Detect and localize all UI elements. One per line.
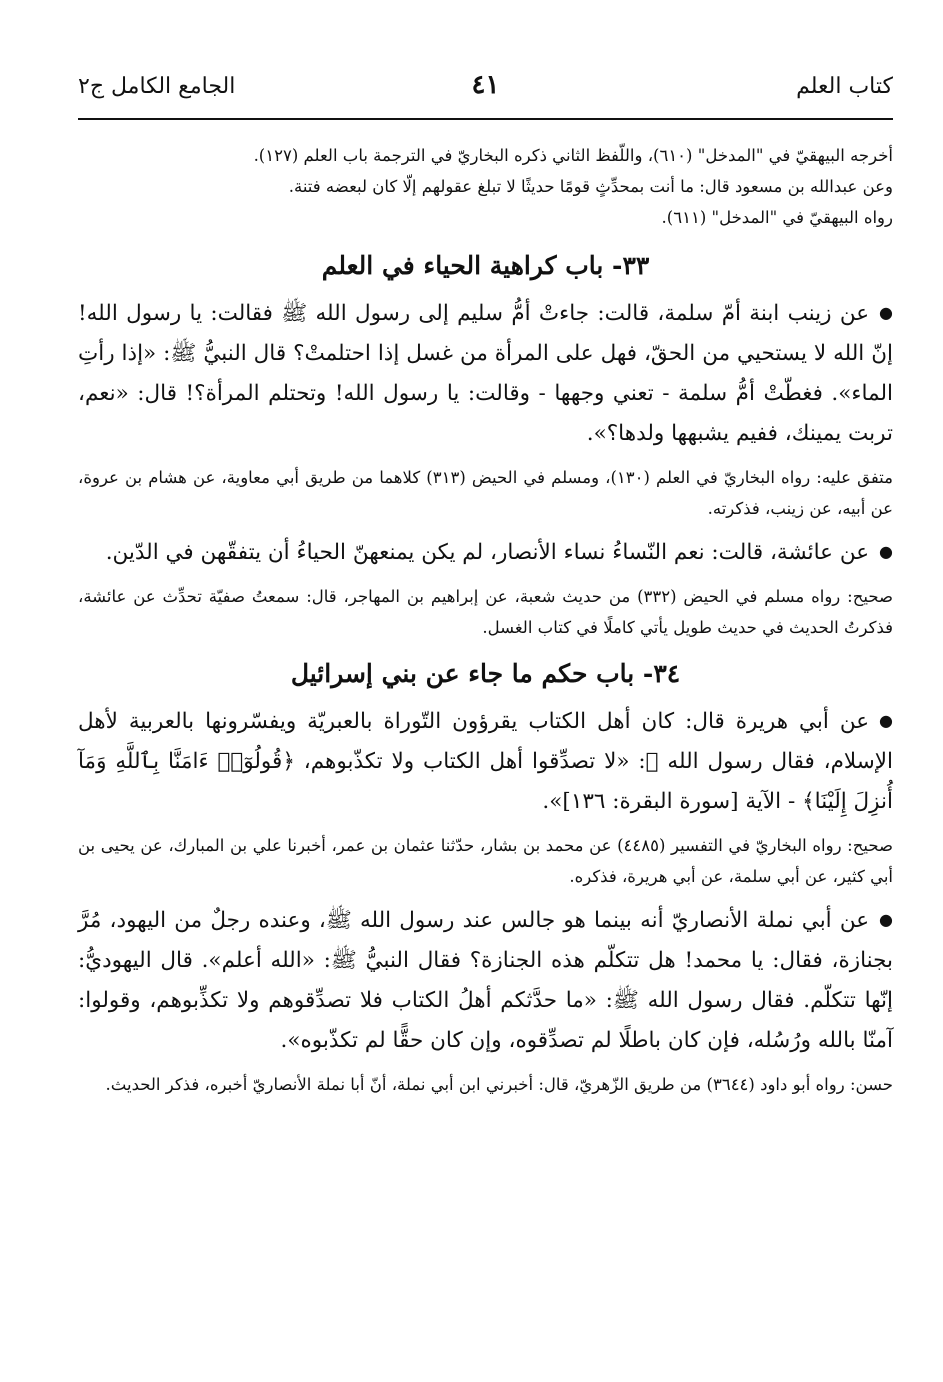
note-line: رواه البيهقيّ في "المدخل" (٦١١). bbox=[661, 208, 893, 227]
note-line: أخرجه البيهقيّ في "المدخل" (٦١٠)، واللّفظ الثاني ذكره البخاريّ في الترجمة باب العلم (١٢٧). bbox=[253, 146, 893, 165]
chapter-heading: ٣٣- باب كراهية الحياء في العلم bbox=[321, 251, 650, 280]
hadith-paragraph bbox=[78, 701, 893, 822]
page-number: ٤١ bbox=[471, 70, 500, 100]
hadith-paragraph bbox=[78, 293, 893, 454]
hadith-text: عن أبي نملة الأنصاريّ أنه بينما هو جالس عند رسول الله ﷺ، وعنده رجلٌ من اليهود، مُرَّ بجنازة، فقال: يا محمد! هل تتكلّم هذه الجنازة؟ فقال النبيُّ ﷺ: «الله أعلم». قال اليهوديُّ: إنّها تتكلّم. فقال رسول الله ﷺ: «ما حدَّثكم أهلُ الكتاب فلا تصدِّقوهم ولا تكذِّبوهم، وقولوا: آمنّا بالله ورُسُله، فإن كان باطلًا لم تصدِّقوه، وإن كان حقًّا لم تكذّبوه». bbox=[78, 908, 893, 1053]
book-title: كتاب العلم bbox=[796, 74, 893, 99]
takhrij-note: صحيح: رواه البخاريّ في التفسير (٤٤٨٥) عن محمد بن بشار، حدّثنا عثمان بن عمر، أخبرنا علي بن المبارك، عن يحيى بن أبي كثير، عن أبي سلمة، عن أبي هريرة، فذكره. bbox=[78, 836, 893, 886]
hadith-text: عن عائشة، قالت: نعم النّساءُ نساء الأنصار، لم يكن يمنعهنّ الحياءُ أن يتفقّهن في الدّين. bbox=[105, 540, 870, 565]
hadith-paragraph bbox=[78, 900, 893, 1061]
hadith-paragraph bbox=[78, 532, 893, 573]
running-header bbox=[78, 60, 893, 110]
bullet-icon: ● bbox=[879, 303, 893, 322]
bullet-icon: ● bbox=[879, 542, 893, 561]
book-page bbox=[78, 60, 893, 1100]
volume-title: الجامع الكامل ج٢ bbox=[78, 74, 236, 99]
takhrij-note: متفق عليه: رواه البخاريّ في العلم (١٣٠)، ومسلم في الحيض (٣١٣) كلاهما من طريق أبي معاوية، عن هشام بن عروة، عن أبيه، عن زينب، فذكرته. bbox=[78, 468, 894, 518]
chapter-heading: ٣٤- باب حكم ما جاء عن بني إسرائيل bbox=[290, 659, 681, 688]
bullet-icon: ● bbox=[879, 711, 893, 730]
hadith-text: عن زينب ابنة أمّ سلمة، قالت: جاءتْ أمُّ سليم إلى رسول الله ﷺ فقالت: يا رسول الله! إنّ الله لا يستحيي من الحقّ، فهل على المرأة من غسل إذا احتلمتْ؟ قال النبيُّ ﷺ: «إذا رأتِ الماء». فغطّتْ أمُّ سلمة - تعني وجهها - وقالت: يا رسول الله! وتحتلم المرأة؟! قال: «نعم، تربت يمينك، ففيم يشبهها ولدها؟». bbox=[78, 301, 893, 446]
top-notes bbox=[78, 120, 893, 233]
takhrij-note: حسن: رواه أبو داود (٣٦٤٤) من طريق الزّهريّ، قال: أخبرني ابن أبي نملة، أنّ أبا نملة الأنصاريّ أخبره، فذكر الحديث. bbox=[105, 1075, 893, 1094]
bullet-icon: ● bbox=[879, 910, 893, 929]
note-line: وعن عبدالله بن مسعود قال: ما أنت بمحدِّثٍ قومًا حديثًا لا تبلغ عقولهم إلّا كان لبعضه فتنة. bbox=[288, 177, 893, 196]
hadith-text: عن أبي هريرة قال: كان أهل الكتاب يقرؤون التّوراة بالعبريّة ويفسّرونها بالعربية لأهل الإسلام، فقال رسول الله ﷺ: «لا تصدِّقوا أهل الكتاب ولا تكذّبوهم، ﴿قُولُوٓا۟ ءَامَنَّا بِٱللَّهِ وَمَآ أُنزِلَ إِلَيْنَا﴾ - الآية [سورة البقرة: ١٣٦]». bbox=[78, 709, 893, 814]
takhrij-note: صحيح: رواه مسلم في الحيض (٣٣٢) من حديث شعبة، عن إبراهيم بن المهاجر، قال: سمعتُ صفيّة تحدِّث عن عائشة، فذكرتُ الحديث في حديث طويل يأتي كاملًا في كتاب الغسل. bbox=[78, 587, 893, 637]
